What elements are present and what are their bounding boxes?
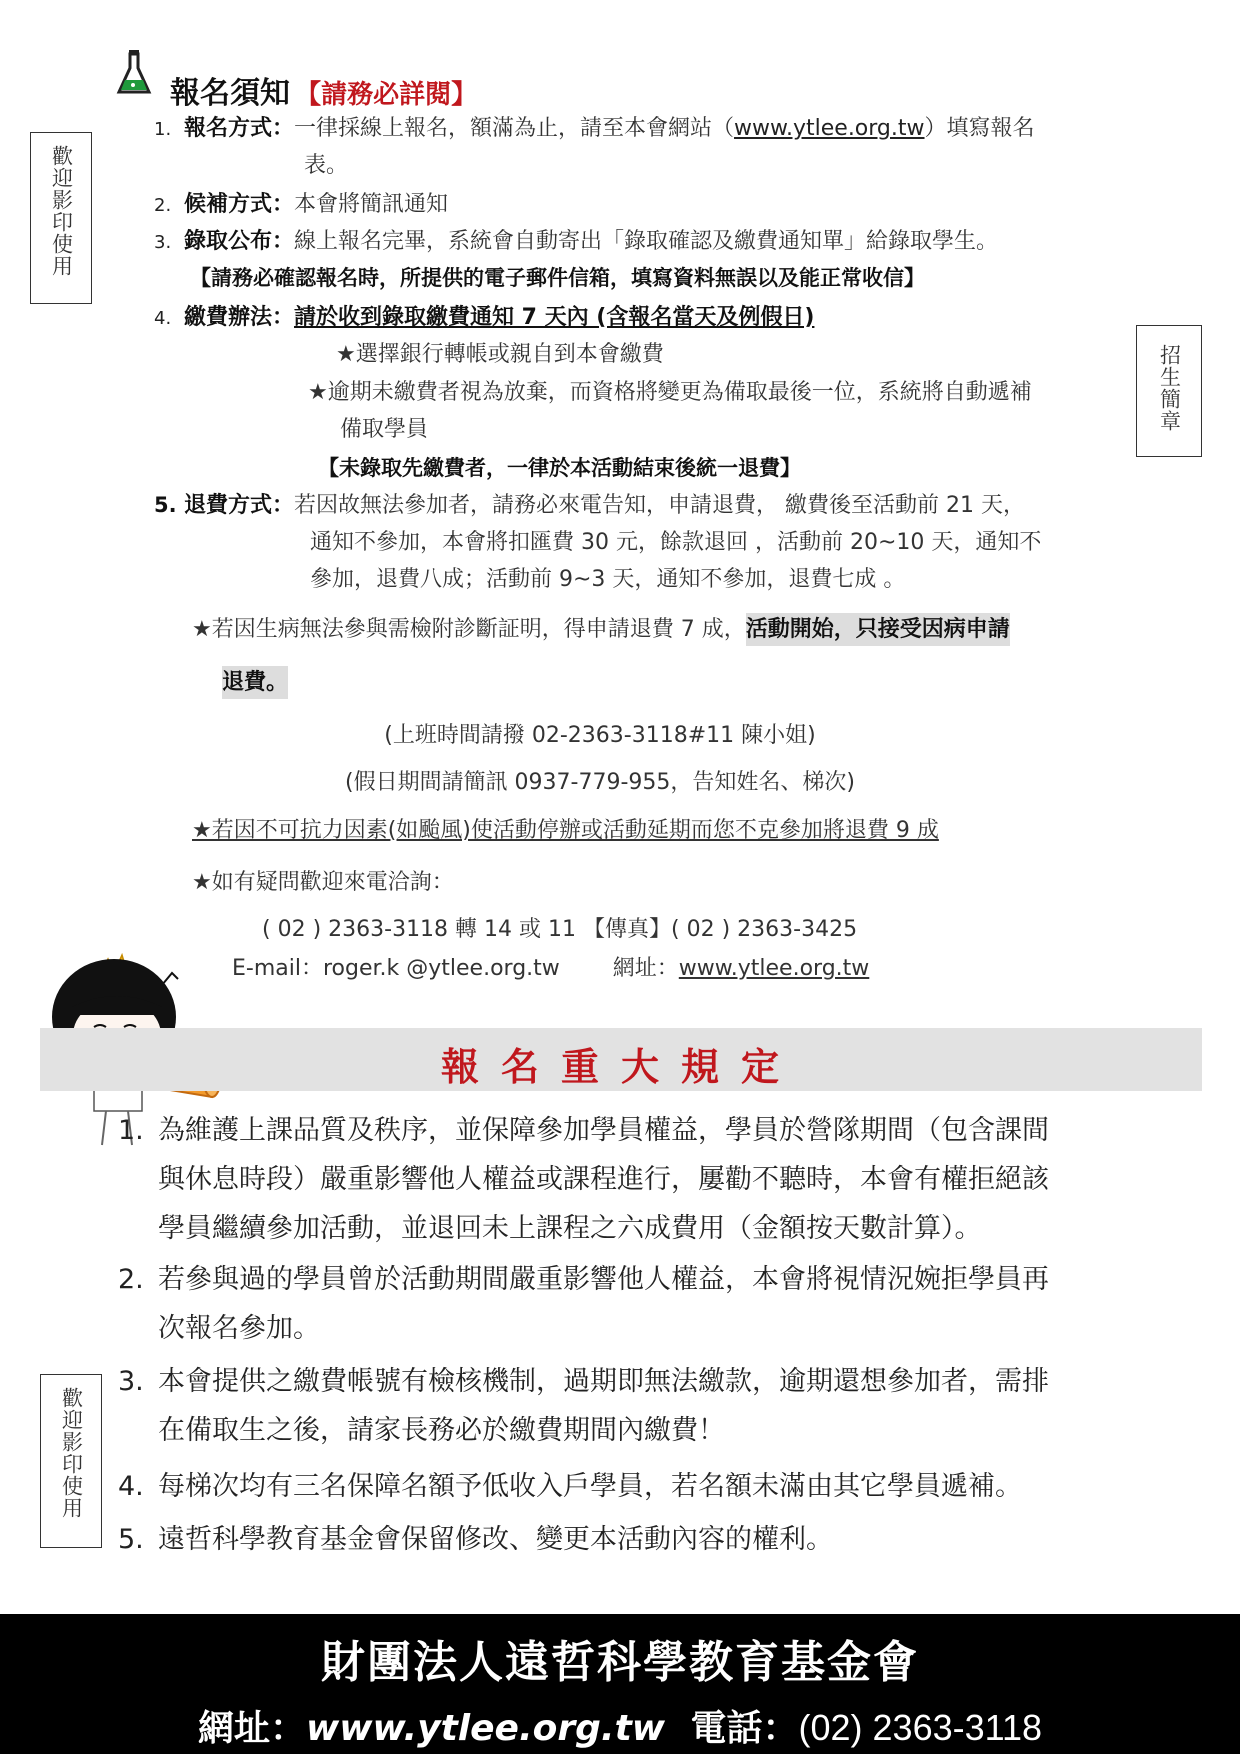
- rule-number: 3.: [118, 1366, 144, 1397]
- brochure-label-box: [1136, 325, 1202, 457]
- rule-5: [118, 1515, 1138, 1564]
- notice-title-row: [170, 68, 477, 112]
- rule-1: [118, 1106, 1138, 1253]
- notice-item-3: [154, 223, 1154, 261]
- contact-phone: ( 02 ) 2363-3118 轉 14 或 11 【傳真】( 02 ) 2363-3425: [262, 917, 858, 942]
- copy-welcome-text: 歡迎影印使用: [49, 145, 74, 277]
- rule-text: 遠哲科學教育基金會保留修改、變更本活動內容的權利。: [158, 1524, 833, 1555]
- item-number: 3.: [154, 232, 172, 253]
- rule-text: 為維護上課品質及秩序，並保障參加學員權益，學員於營隊期間（包含課間: [158, 1115, 1049, 1146]
- rule-2: [118, 1255, 1138, 1353]
- footer-phone: (02) 2363-3118: [798, 1707, 1043, 1748]
- copy-welcome-box-top: [30, 132, 92, 304]
- rule-text: 若參與過的學員曾於活動期間嚴重影響他人權益，本會將視情況婉拒學員再: [158, 1264, 1049, 1295]
- item-number: 1.: [154, 119, 172, 140]
- rule-text: 在備取生之後，請家長務必於繳費期間內繳費！: [158, 1415, 725, 1446]
- notice-item-5: [154, 487, 1025, 524]
- rule-3: [118, 1357, 1138, 1455]
- item-number: 4.: [154, 308, 172, 329]
- item-text: 本會將簡訊通知: [294, 192, 449, 217]
- notice-item-4-note: 【未錄取先繳費者，一律於本活動結束後統一退費】: [318, 456, 801, 480]
- contact-site-link[interactable]: www.ytlee.org.tw: [678, 956, 870, 981]
- rule-number: 4.: [118, 1471, 144, 1502]
- notice-title: 報名須知: [170, 76, 290, 111]
- illness-highlight: 活動開始，只接受因病申請: [746, 613, 1010, 646]
- phone-office: (上班時間請撥 02-2363-3118#11 陳小姐): [384, 723, 816, 748]
- copy-welcome-box-bottom: [40, 1374, 102, 1548]
- phone-holiday: (假日期間請簡訊 0937-779-955，告知姓名、梯次): [344, 770, 855, 795]
- copy-welcome-text: 歡迎影印使用: [59, 1387, 84, 1519]
- contact-site-label: 網址：: [612, 956, 679, 981]
- notice-item-4-bullet-1: ★選擇銀行轉帳或親自到本會繳費: [336, 342, 664, 367]
- rule-number: 2.: [118, 1264, 144, 1295]
- footer-phone-label: 電話：: [690, 1708, 799, 1749]
- notice-item-2: [154, 186, 448, 224]
- item-number: 5.: [154, 493, 177, 517]
- contact-email[interactable]: E-mail：roger.k @ytlee.org.tw: [232, 956, 560, 981]
- item-number: 2.: [154, 195, 172, 216]
- rule-text: 本會提供之繳費帳號有檢核機制，過期即無法繳款，逾期還想參加者，需排: [158, 1366, 1049, 1397]
- item-text: ）填寫報名: [924, 116, 1035, 141]
- item-text: 若因故無法參加者，請務必來電告知，申請退費， 繳費後至活動前 21 天，: [294, 493, 1025, 518]
- contact-row: [232, 950, 869, 987]
- footer-org-name: 財團法人遠哲科學教育基金會: [321, 1637, 919, 1688]
- notice-item-5-line-3: 參加，退費八成；活動前 9~3 天，通知不參加，退費七成 。: [310, 567, 906, 592]
- rule-text: 與休息時段）嚴重影響他人權益或課程進行，屢勸不聽時，本會有權拒絕該: [158, 1164, 1049, 1195]
- item-text: 一律採線上報名，額滿為止，請至本會網站（: [294, 116, 735, 141]
- item-label: 錄取公布：: [184, 229, 295, 254]
- item-label: 繳費辦法：: [184, 305, 295, 330]
- rule-4: [118, 1462, 1138, 1511]
- notice-item-4: [154, 299, 814, 337]
- rule-number: 1.: [118, 1115, 144, 1146]
- brochure-label-text: 招生簡章: [1157, 344, 1182, 432]
- notice-item-1-cont: 表。: [304, 153, 349, 178]
- item-label: 退費方式：: [184, 493, 295, 518]
- rule-text: 次報名參加。: [158, 1313, 320, 1344]
- footer-site-label: 網址：: [197, 1708, 306, 1749]
- item-label: 報名方式：: [184, 116, 295, 141]
- contact-intro: ★如有疑問歡迎來電洽詢：: [192, 870, 454, 895]
- rules-banner: [40, 1028, 1202, 1091]
- notice-item-5-line-2: 通知不參加，本會將扣匯費 30 元，餘款退回 ，活動前 20~10 天，通知不: [310, 530, 1042, 555]
- flask-icon: [116, 48, 152, 96]
- rule-number: 5.: [118, 1524, 144, 1555]
- illness-note-text: ★若因生病無法參與需檢附診斷証明，得申請退費 7 成，: [192, 617, 746, 642]
- notice-item-1: [154, 110, 1134, 148]
- notice-item-4-bullet-2: ★逾期未繳費者視為放棄，而資格將變更為備取最後一位，系統將自動遞補: [308, 380, 1032, 405]
- item-text: 線上報名完畢，系統會自動寄出「錄取確認及繳費通知單」給錄取學生。: [294, 229, 999, 254]
- item-text: 請於收到錄取繳費通知 7 天內 (含報名當天及例假日): [294, 305, 815, 330]
- force-majeure-note: ★若因不可抗力因素(如颱風)使活動停辦或活動延期而您不克參加將退費 9 成: [192, 818, 939, 843]
- notice-item-3-note: 【請務必確認報名時，所提供的電子郵件信箱，填寫資料無誤以及能正常收信】: [190, 266, 925, 290]
- item-label: 候補方式：: [184, 192, 295, 217]
- notice-title-emphasis: 【請務必詳閱】: [295, 80, 478, 110]
- footer-site[interactable]: www.ytlee.org.tw: [305, 1708, 666, 1749]
- website-link[interactable]: www.ytlee.org.tw: [734, 116, 925, 141]
- footer-contact-row: [0, 1700, 1240, 1751]
- notice-item-4-bullet-2-cont: 備取學員: [340, 417, 429, 442]
- rules-title: 報名重大規定: [440, 1045, 801, 1089]
- illness-highlight: 退費。: [222, 666, 288, 699]
- footer: [0, 1614, 1240, 1754]
- rule-text: 學員繼續參加活動，並退回未上課程之六成費用（金額按天數計算）。: [158, 1213, 982, 1244]
- illness-note-cont: [222, 664, 288, 701]
- illness-note: [192, 611, 1010, 648]
- rule-text: 每梯次均有三名保障名額予低收入戶學員，若名額未滿由其它學員遞補。: [158, 1471, 1022, 1502]
